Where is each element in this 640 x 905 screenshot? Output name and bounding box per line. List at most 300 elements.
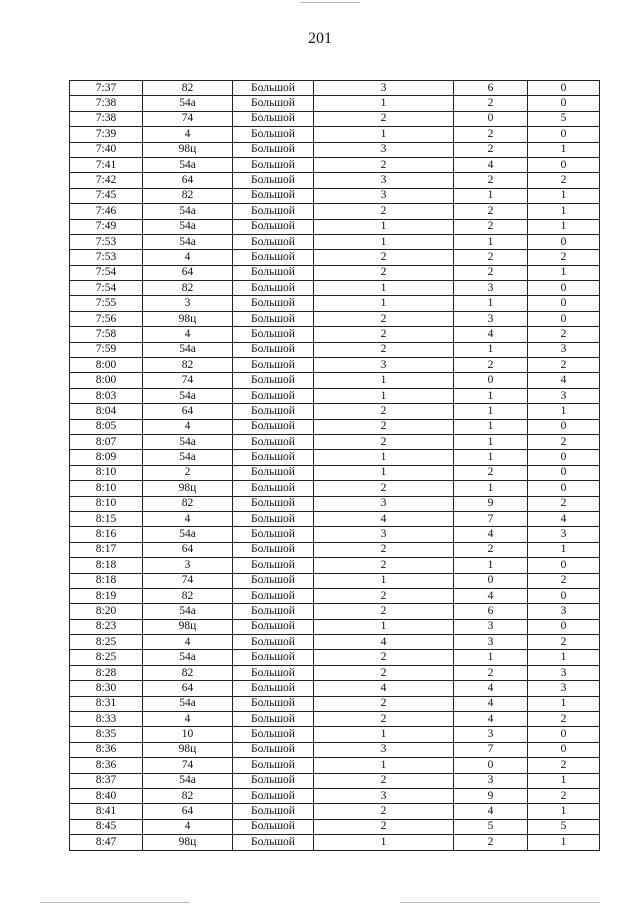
count-c-cell: 0	[528, 281, 600, 296]
table-body	[70, 81, 600, 851]
count-c-cell: 0	[528, 742, 600, 757]
count-a-cell: 2	[314, 665, 454, 680]
route-cell: 54а	[143, 604, 233, 619]
count-c-cell: 0	[528, 296, 600, 311]
count-b-cell: 7	[454, 511, 528, 526]
count-a-cell: 1	[314, 573, 454, 588]
count-b-cell: 1	[454, 450, 528, 465]
count-a-cell: 2	[314, 404, 454, 419]
time-cell: 8:09	[70, 450, 143, 465]
count-a-cell: 2	[314, 773, 454, 788]
table-row	[70, 219, 600, 234]
size-cell: Большой	[233, 296, 314, 311]
count-a-cell: 4	[314, 681, 454, 696]
size-cell: Большой	[233, 727, 314, 742]
size-cell: Большой	[233, 419, 314, 434]
route-cell: 74	[143, 758, 233, 773]
count-a-cell: 2	[314, 712, 454, 727]
count-c-cell: 1	[528, 696, 600, 711]
size-cell: Большой	[233, 111, 314, 126]
route-cell: 82	[143, 496, 233, 511]
route-cell: 54а	[143, 450, 233, 465]
count-a-cell: 2	[314, 204, 454, 219]
count-b-cell: 5	[454, 819, 528, 834]
count-a-cell: 2	[314, 311, 454, 326]
count-a-cell: 2	[314, 819, 454, 834]
size-cell: Большой	[233, 696, 314, 711]
route-cell: 54а	[143, 773, 233, 788]
table-row	[70, 342, 600, 357]
time-cell: 8:47	[70, 835, 143, 850]
count-a-cell: 2	[314, 434, 454, 449]
size-cell: Большой	[233, 496, 314, 511]
count-b-cell: 4	[454, 681, 528, 696]
count-a-cell: 2	[314, 588, 454, 603]
count-a-cell: 3	[314, 358, 454, 373]
count-c-cell: 2	[528, 788, 600, 803]
count-a-cell: 1	[314, 281, 454, 296]
count-c-cell: 2	[528, 758, 600, 773]
route-cell: 54а	[143, 696, 233, 711]
count-b-cell: 3	[454, 727, 528, 742]
size-cell: Большой	[233, 681, 314, 696]
count-a-cell: 1	[314, 619, 454, 634]
table-row	[70, 758, 600, 773]
count-c-cell: 2	[528, 712, 600, 727]
count-c-cell: 3	[528, 681, 600, 696]
table-row	[70, 265, 600, 280]
size-cell: Большой	[233, 650, 314, 665]
route-cell: 64	[143, 542, 233, 557]
time-cell: 8:07	[70, 434, 143, 449]
count-a-cell: 2	[314, 604, 454, 619]
time-cell: 8:31	[70, 696, 143, 711]
count-a-cell: 3	[314, 173, 454, 188]
table-row	[70, 604, 600, 619]
route-cell: 82	[143, 358, 233, 373]
count-a-cell: 1	[314, 373, 454, 388]
scan-edge-line-bottom-right	[400, 902, 600, 903]
count-b-cell: 4	[454, 327, 528, 342]
table-row	[70, 712, 600, 727]
count-a-cell: 3	[314, 142, 454, 157]
size-cell: Большой	[233, 265, 314, 280]
table-row	[70, 681, 600, 696]
time-cell: 8:20	[70, 604, 143, 619]
table-row	[70, 696, 600, 711]
count-a-cell: 2	[314, 419, 454, 434]
count-a-cell: 4	[314, 511, 454, 526]
time-cell: 8:00	[70, 373, 143, 388]
size-cell: Большой	[233, 127, 314, 142]
time-cell: 7:39	[70, 127, 143, 142]
count-b-cell: 2	[454, 542, 528, 557]
count-a-cell: 1	[314, 727, 454, 742]
table-row	[70, 835, 600, 850]
route-cell: 98ц	[143, 619, 233, 634]
route-cell: 64	[143, 681, 233, 696]
time-cell: 8:37	[70, 773, 143, 788]
count-b-cell: 2	[454, 96, 528, 111]
route-cell: 98ц	[143, 311, 233, 326]
size-cell: Большой	[233, 758, 314, 773]
size-cell: Большой	[233, 635, 314, 650]
table-row	[70, 635, 600, 650]
route-cell: 98ц	[143, 835, 233, 850]
count-b-cell: 1	[454, 404, 528, 419]
table-row	[70, 142, 600, 157]
route-cell: 82	[143, 588, 233, 603]
table-row	[70, 665, 600, 680]
count-b-cell: 2	[454, 665, 528, 680]
count-a-cell: 2	[314, 250, 454, 265]
count-c-cell: 4	[528, 511, 600, 526]
size-cell: Большой	[233, 665, 314, 680]
time-cell: 8:23	[70, 619, 143, 634]
route-cell: 98ц	[143, 742, 233, 757]
size-cell: Большой	[233, 404, 314, 419]
time-cell: 8:25	[70, 635, 143, 650]
route-cell: 4	[143, 819, 233, 834]
size-cell: Большой	[233, 234, 314, 249]
count-c-cell: 3	[528, 604, 600, 619]
time-cell: 7:46	[70, 204, 143, 219]
count-b-cell: 1	[454, 558, 528, 573]
count-c-cell: 2	[528, 250, 600, 265]
scan-edge-line-bottom-left	[40, 902, 190, 903]
count-a-cell: 2	[314, 342, 454, 357]
count-b-cell: 1	[454, 234, 528, 249]
count-c-cell: 2	[528, 573, 600, 588]
time-cell: 7:58	[70, 327, 143, 342]
count-a-cell: 3	[314, 788, 454, 803]
table-row	[70, 804, 600, 819]
size-cell: Большой	[233, 250, 314, 265]
count-b-cell: 2	[454, 204, 528, 219]
size-cell: Большой	[233, 511, 314, 526]
time-cell: 8:40	[70, 788, 143, 803]
count-b-cell: 4	[454, 527, 528, 542]
count-b-cell: 3	[454, 311, 528, 326]
route-cell: 74	[143, 373, 233, 388]
route-cell: 4	[143, 250, 233, 265]
time-cell: 8:33	[70, 712, 143, 727]
route-cell: 3	[143, 296, 233, 311]
count-c-cell: 3	[528, 342, 600, 357]
size-cell: Большой	[233, 481, 314, 496]
count-b-cell: 3	[454, 281, 528, 296]
table-row	[70, 250, 600, 265]
count-a-cell: 1	[314, 96, 454, 111]
count-c-cell: 1	[528, 204, 600, 219]
route-cell: 4	[143, 511, 233, 526]
count-b-cell: 2	[454, 142, 528, 157]
count-b-cell: 1	[454, 481, 528, 496]
time-cell: 8:25	[70, 650, 143, 665]
route-cell: 64	[143, 804, 233, 819]
size-cell: Большой	[233, 450, 314, 465]
count-c-cell: 1	[528, 188, 600, 203]
time-cell: 8:16	[70, 527, 143, 542]
route-cell: 54а	[143, 219, 233, 234]
count-c-cell: 1	[528, 265, 600, 280]
route-cell: 4	[143, 419, 233, 434]
route-cell: 98ц	[143, 142, 233, 157]
time-cell: 8:19	[70, 588, 143, 603]
table-row	[70, 788, 600, 803]
count-b-cell: 2	[454, 173, 528, 188]
route-cell: 4	[143, 127, 233, 142]
count-b-cell: 6	[454, 604, 528, 619]
count-c-cell: 0	[528, 481, 600, 496]
count-b-cell: 4	[454, 696, 528, 711]
count-c-cell: 2	[528, 496, 600, 511]
size-cell: Большой	[233, 327, 314, 342]
table-row	[70, 542, 600, 557]
count-a-cell: 2	[314, 111, 454, 126]
count-b-cell: 3	[454, 619, 528, 634]
count-b-cell: 6	[454, 81, 528, 96]
count-b-cell: 0	[454, 373, 528, 388]
route-cell: 4	[143, 635, 233, 650]
count-a-cell: 2	[314, 327, 454, 342]
table-row	[70, 96, 600, 111]
count-a-cell: 1	[314, 465, 454, 480]
table-row	[70, 727, 600, 742]
table-row	[70, 742, 600, 757]
time-cell: 7:45	[70, 188, 143, 203]
time-cell: 8:41	[70, 804, 143, 819]
count-c-cell: 2	[528, 173, 600, 188]
table-row	[70, 650, 600, 665]
time-cell: 8:05	[70, 419, 143, 434]
size-cell: Большой	[233, 142, 314, 157]
count-a-cell: 2	[314, 558, 454, 573]
time-cell: 7:53	[70, 250, 143, 265]
table-row	[70, 434, 600, 449]
count-c-cell: 4	[528, 373, 600, 388]
table-row	[70, 496, 600, 511]
count-c-cell: 0	[528, 588, 600, 603]
count-b-cell: 0	[454, 111, 528, 126]
table-row	[70, 111, 600, 126]
size-cell: Большой	[233, 434, 314, 449]
count-a-cell: 2	[314, 696, 454, 711]
count-a-cell: 2	[314, 157, 454, 172]
time-cell: 7:54	[70, 265, 143, 280]
size-cell: Большой	[233, 465, 314, 480]
count-c-cell: 2	[528, 635, 600, 650]
size-cell: Большой	[233, 81, 314, 96]
route-cell: 54а	[143, 204, 233, 219]
time-cell: 7:38	[70, 96, 143, 111]
count-b-cell: 1	[454, 296, 528, 311]
size-cell: Большой	[233, 558, 314, 573]
table-row	[70, 311, 600, 326]
count-a-cell: 1	[314, 127, 454, 142]
count-a-cell: 3	[314, 81, 454, 96]
count-a-cell: 3	[314, 188, 454, 203]
size-cell: Большой	[233, 173, 314, 188]
size-cell: Большой	[233, 773, 314, 788]
table-row	[70, 296, 600, 311]
table-row	[70, 81, 600, 96]
size-cell: Большой	[233, 373, 314, 388]
count-a-cell: 1	[314, 388, 454, 403]
count-b-cell: 4	[454, 157, 528, 172]
route-cell: 54а	[143, 650, 233, 665]
count-c-cell: 0	[528, 157, 600, 172]
table-row	[70, 373, 600, 388]
time-cell: 7:42	[70, 173, 143, 188]
count-b-cell: 9	[454, 496, 528, 511]
size-cell: Большой	[233, 819, 314, 834]
count-a-cell: 1	[314, 758, 454, 773]
table-row	[70, 527, 600, 542]
count-a-cell: 1	[314, 450, 454, 465]
route-cell: 82	[143, 81, 233, 96]
count-c-cell: 2	[528, 434, 600, 449]
size-cell: Большой	[233, 573, 314, 588]
table-row	[70, 773, 600, 788]
time-cell: 8:04	[70, 404, 143, 419]
count-b-cell: 3	[454, 773, 528, 788]
time-cell: 7:38	[70, 111, 143, 126]
table-row	[70, 157, 600, 172]
count-b-cell: 2	[454, 465, 528, 480]
route-cell: 74	[143, 573, 233, 588]
time-cell: 8:17	[70, 542, 143, 557]
size-cell: Большой	[233, 188, 314, 203]
table-row	[70, 173, 600, 188]
count-a-cell: 1	[314, 835, 454, 850]
count-b-cell: 4	[454, 712, 528, 727]
time-cell: 8:36	[70, 742, 143, 757]
table-row	[70, 127, 600, 142]
route-cell: 64	[143, 265, 233, 280]
time-cell: 8:28	[70, 665, 143, 680]
time-cell: 8:35	[70, 727, 143, 742]
time-cell: 7:53	[70, 234, 143, 249]
count-a-cell: 2	[314, 804, 454, 819]
route-cell: 74	[143, 111, 233, 126]
route-cell: 10	[143, 727, 233, 742]
route-cell: 54а	[143, 157, 233, 172]
route-cell: 4	[143, 712, 233, 727]
count-c-cell: 0	[528, 419, 600, 434]
data-table	[69, 80, 600, 851]
count-b-cell: 1	[454, 419, 528, 434]
count-c-cell: 0	[528, 558, 600, 573]
count-b-cell: 1	[454, 188, 528, 203]
time-cell: 7:41	[70, 157, 143, 172]
count-c-cell: 0	[528, 727, 600, 742]
route-cell: 64	[143, 404, 233, 419]
count-c-cell: 5	[528, 111, 600, 126]
table-row	[70, 588, 600, 603]
route-cell: 4	[143, 327, 233, 342]
route-cell: 54а	[143, 388, 233, 403]
size-cell: Большой	[233, 96, 314, 111]
count-c-cell: 1	[528, 835, 600, 850]
size-cell: Большой	[233, 311, 314, 326]
count-b-cell: 2	[454, 127, 528, 142]
table-row	[70, 511, 600, 526]
count-b-cell: 7	[454, 742, 528, 757]
count-b-cell: 0	[454, 758, 528, 773]
table-row	[70, 404, 600, 419]
table-row	[70, 204, 600, 219]
count-c-cell: 1	[528, 142, 600, 157]
route-cell: 54а	[143, 342, 233, 357]
size-cell: Большой	[233, 742, 314, 757]
table-row	[70, 281, 600, 296]
time-cell: 7:56	[70, 311, 143, 326]
table-row	[70, 619, 600, 634]
time-cell: 8:00	[70, 358, 143, 373]
time-cell: 8:03	[70, 388, 143, 403]
route-cell: 82	[143, 188, 233, 203]
count-c-cell: 3	[528, 388, 600, 403]
route-cell: 82	[143, 281, 233, 296]
count-a-cell: 1	[314, 219, 454, 234]
count-b-cell: 9	[454, 788, 528, 803]
route-cell: 98ц	[143, 481, 233, 496]
time-cell: 8:10	[70, 465, 143, 480]
time-cell: 8:10	[70, 496, 143, 511]
scan-edge-line-top	[300, 2, 360, 3]
count-a-cell: 2	[314, 650, 454, 665]
count-b-cell: 1	[454, 342, 528, 357]
count-c-cell: 0	[528, 234, 600, 249]
size-cell: Большой	[233, 388, 314, 403]
size-cell: Большой	[233, 204, 314, 219]
time-cell: 7:55	[70, 296, 143, 311]
time-cell: 8:18	[70, 558, 143, 573]
table-row	[70, 419, 600, 434]
table-row	[70, 234, 600, 249]
time-cell: 8:36	[70, 758, 143, 773]
count-b-cell: 2	[454, 835, 528, 850]
table-row	[70, 327, 600, 342]
time-cell: 7:49	[70, 219, 143, 234]
size-cell: Большой	[233, 604, 314, 619]
count-a-cell: 4	[314, 635, 454, 650]
size-cell: Большой	[233, 542, 314, 557]
count-c-cell: 0	[528, 619, 600, 634]
count-a-cell: 3	[314, 742, 454, 757]
size-cell: Большой	[233, 788, 314, 803]
count-b-cell: 1	[454, 388, 528, 403]
time-cell: 8:30	[70, 681, 143, 696]
time-cell: 8:15	[70, 511, 143, 526]
size-cell: Большой	[233, 157, 314, 172]
count-c-cell: 3	[528, 527, 600, 542]
count-a-cell: 1	[314, 296, 454, 311]
route-cell: 2	[143, 465, 233, 480]
time-cell: 7:40	[70, 142, 143, 157]
count-b-cell: 2	[454, 219, 528, 234]
count-c-cell: 2	[528, 358, 600, 373]
time-cell: 7:54	[70, 281, 143, 296]
count-a-cell: 3	[314, 496, 454, 511]
time-cell: 8:45	[70, 819, 143, 834]
size-cell: Большой	[233, 835, 314, 850]
table-row	[70, 573, 600, 588]
table-row	[70, 819, 600, 834]
count-c-cell: 0	[528, 127, 600, 142]
count-b-cell: 1	[454, 434, 528, 449]
